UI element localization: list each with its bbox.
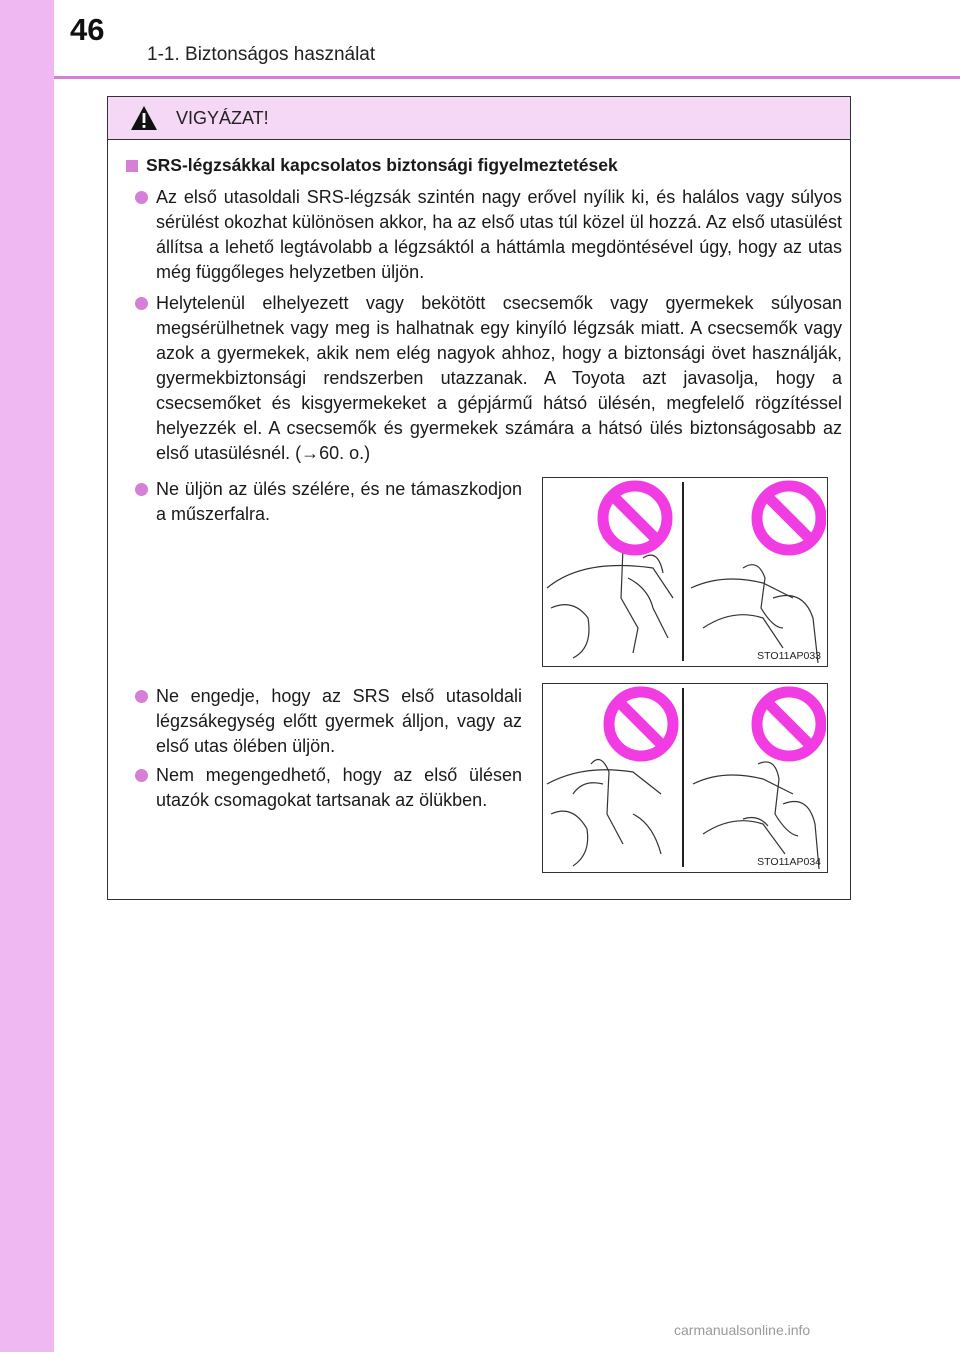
bullet-text: Ne üljön az ülés szélére, és ne támaszkodjon a műszerfalra. xyxy=(156,479,522,524)
bullet-item xyxy=(156,477,522,527)
illustration-drawing xyxy=(543,684,826,871)
warning-box xyxy=(107,96,851,900)
illustration-code: STO11AP033 xyxy=(757,650,821,662)
prohibited-sign-icon xyxy=(757,486,821,550)
bullet-dot-icon xyxy=(135,483,148,496)
warning-label: VIGYÁZAT! xyxy=(176,108,269,128)
bullet-dot-icon xyxy=(135,690,148,703)
warning-subheading xyxy=(126,155,618,176)
illustration-child-front xyxy=(542,683,828,873)
prohibited-sign-icon xyxy=(603,486,667,550)
bullet-dot-icon xyxy=(135,297,148,310)
page-number: 46 xyxy=(70,12,105,47)
watermark: carmanualsonline.info xyxy=(674,1322,811,1338)
illustration-drawing xyxy=(543,478,826,665)
bullet-text: Helytelenül elhelyezett vagy bekötött csecsemők vagy gyermekek súlyosan megsérülhetnek vagy meg is halhatnak egy kinyíló légzsák miatt. A csecsemők vagy azok a gyermekek, akik nem elég nagyok ahhoz, hogy a biztonsági övet használják, gyermekbiztonsági rendszerben utazzanak. A Toyota azt javasolja, hogy a csecsemőket és kisgyermekeket a gépjármű hátsó ülésén, megfelelő rögzítéssel helyezzék el. A csecsemők és gyermekek számára a hátsó ülés biztonságosabb az első utasülésnél. (→60. o.) xyxy=(156,293,842,463)
prohibited-sign-icon xyxy=(757,692,821,756)
subheading-text: SRS-légzsákkal kapcsolatos biztonsági figyelmeztetések xyxy=(146,155,618,175)
warning-triangle-icon xyxy=(130,105,158,131)
bullet-item xyxy=(156,185,842,285)
bullet-item xyxy=(156,763,522,813)
prohibited-sign-icon xyxy=(609,692,673,756)
illustration-sitting-edge xyxy=(542,477,828,667)
bullet-text: Nem megengedhető, hogy az első ülésen utazók csomagokat tartsanak az ölükben. xyxy=(156,765,522,810)
bullet-item xyxy=(156,291,842,466)
warning-header xyxy=(108,97,850,140)
bullet-text: Ne engedje, hogy az SRS első utasoldali légzsákegység előtt gyermek álljon, vagy az első utas ölében üljön. xyxy=(156,686,522,756)
bullet-item xyxy=(156,684,522,759)
side-color-strip xyxy=(0,0,54,1352)
bullet-dot-icon xyxy=(135,191,148,204)
bullet-dot-icon xyxy=(135,769,148,782)
header-rule xyxy=(54,76,960,79)
illustration-code: STO11AP034 xyxy=(757,856,821,868)
section-title: 1-1. Biztonságos használat xyxy=(147,44,376,65)
square-bullet-icon xyxy=(126,160,138,172)
bullet-text: Az első utasoldali SRS-légzsák szintén nagy erővel nyílik ki, és halálos vagy súlyos sérülést okozhat különösen akkor, ha az első utas túl közel ül hozzá. Az első utasülést állítsa a lehető legtávolabb a légzsáktól a háttámla megdöntésével úgy, hogy az utas még függőleges helyzetben üljön. xyxy=(156,187,842,282)
